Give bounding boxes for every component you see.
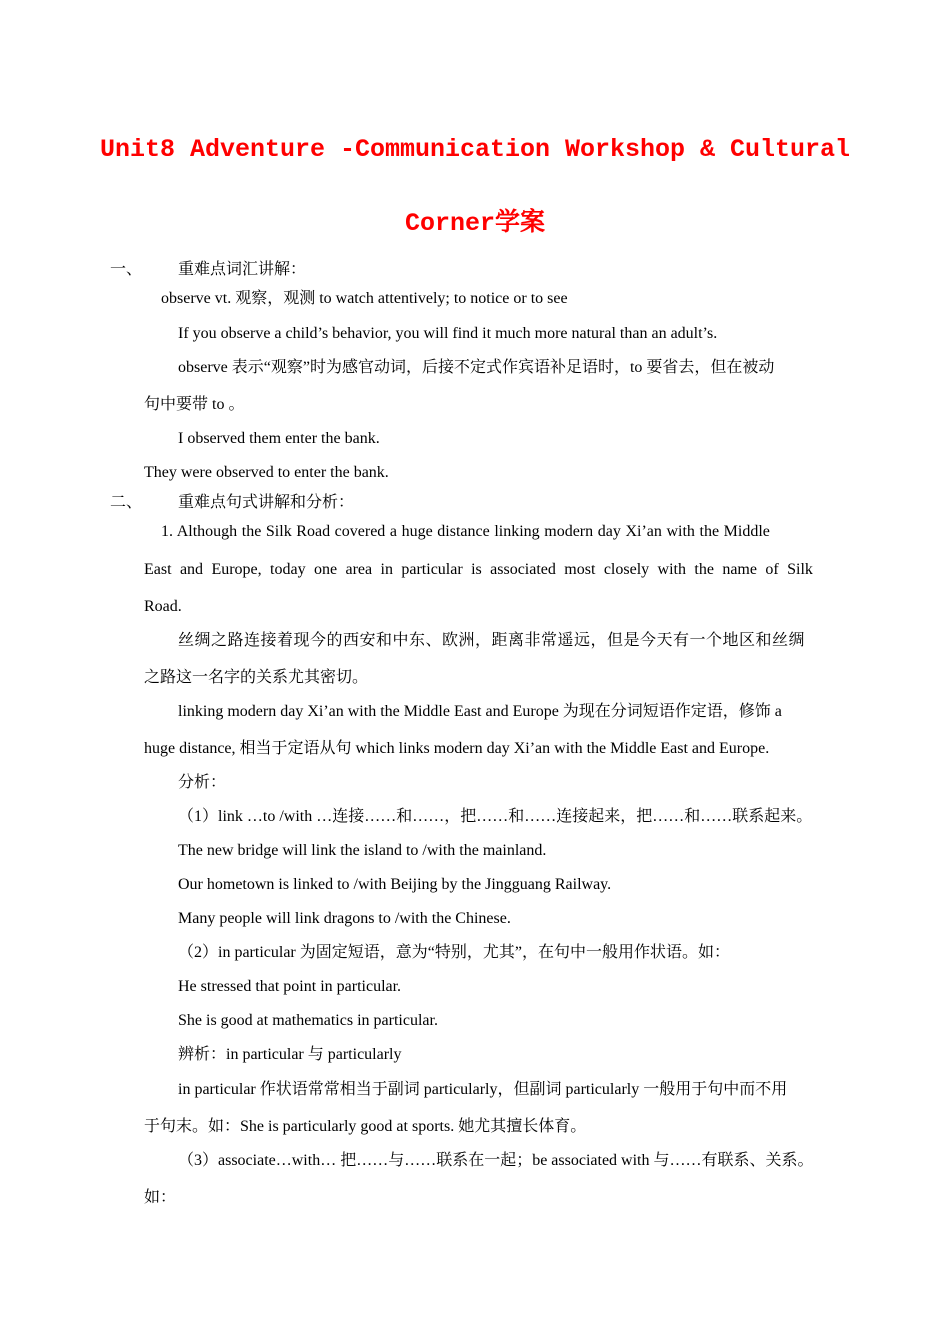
example-sentence: If you observe a child’s behavior, you will find it much more natural than an adult’s. [178, 325, 718, 342]
sentence-1-text: East and Europe, today one area in particular is associated most closely with the name of Silk [144, 561, 813, 578]
analysis-point-2: （2）in particular 为固定短语，意为“特别，尤其”，在句中一般用作状语。如： [178, 944, 730, 961]
example-intro: 如： [144, 1189, 177, 1206]
section1-number: 一、 [110, 261, 143, 278]
comparison-note: 于句末。如：She is particularly good at sports. 她尤其擅长体育。 [144, 1118, 587, 1135]
explanation-line: 句中要带 to 。 [144, 396, 245, 413]
example-sentence: Many people will link dragons to /with the Chinese. [178, 910, 511, 927]
analysis-point-3: （3）associate…with… 把……与……联系在一起；be associated with 与……有联系、关系。 [178, 1152, 814, 1169]
section2-heading: 重难点句式讲解和分析： [178, 494, 355, 511]
example-sentence: He stressed that point in particular. [178, 978, 402, 995]
comparison-note: in particular 作状语常常相当于副词 particularly，但副词 particularly 一般用于句中而不用 [178, 1081, 788, 1098]
explanation-line: observe 表示“观察”时为感官动词，后接不定式作宾语补足语时，to 要省去，但在被动 [178, 359, 775, 376]
example-sentence: They were observed to enter the bank. [144, 464, 389, 481]
sentence-1-text: 1. Although the Silk Road covered a huge distance linking modern day Xi’an with the Middle [161, 523, 770, 540]
comparison-label: 辨析：in particular 与 particularly [178, 1046, 402, 1063]
example-sentence: The new bridge will link the island to /with the mainland. [178, 842, 547, 859]
grammar-note: huge distance, 相当于定语从句 which links modern day Xi’an with the Middle East and Europe. [144, 740, 770, 757]
translation-line: 之路这一名字的关系尤其密切。 [144, 669, 369, 686]
title-line-2: Corner学案 [404, 209, 545, 238]
example-sentence: She is good at mathematics in particular. [178, 1012, 438, 1029]
analysis-point-1: （1）link …to /with …连接……和……，把……和……连接起来，把……和……联系起来。 [178, 808, 813, 825]
title-line-1: Unit8 Adventure -Communication Workshop & Cultural [99, 135, 851, 164]
section1-heading: 重难点词汇讲解： [178, 261, 307, 278]
grammar-note: linking modern day Xi’an with the Middle East and Europe 为现在分词短语作定语，修饰 a [178, 703, 782, 720]
example-sentence: Our hometown is linked to /with Beijing by the Jingguang Railway. [178, 876, 612, 893]
vocab-observe-definition: observe vt. 观察，观测 to watch attentively; to notice or to see [161, 290, 568, 307]
sentence-1-text: Road. [144, 598, 182, 615]
section2-number: 二、 [110, 494, 143, 511]
analysis-label: 分析： [178, 774, 227, 791]
example-sentence: I observed them enter the bank. [178, 430, 380, 447]
translation-line: 丝绸之路连接着现今的西安和中东、欧洲，距离非常遥远，但是今天有一个地区和丝绸 [178, 632, 806, 649]
